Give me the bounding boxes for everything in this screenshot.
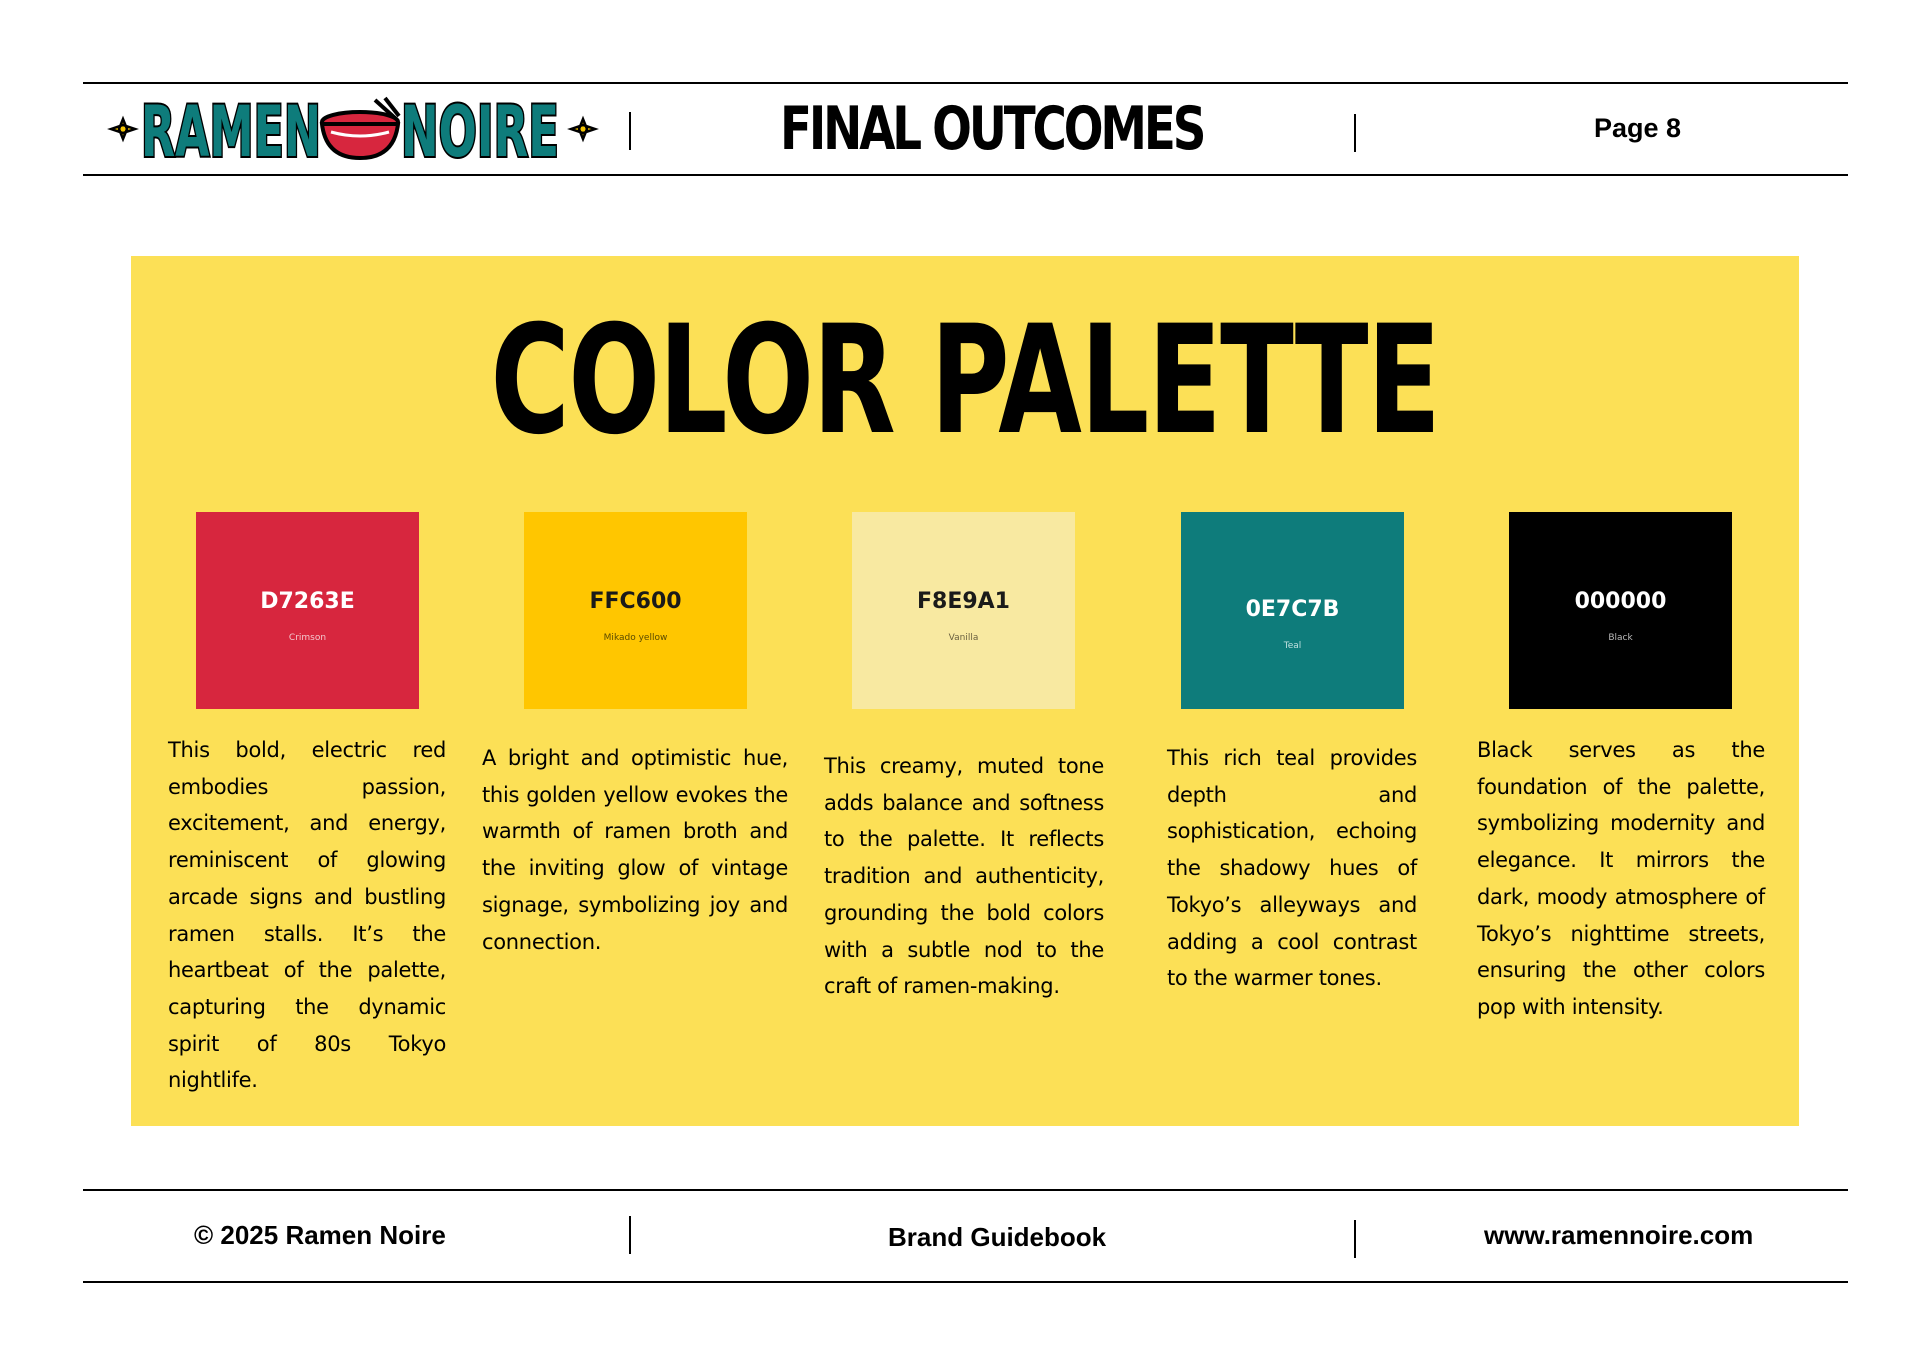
brand-logo [105, 91, 595, 173]
footer-top-rule [83, 1189, 1848, 1191]
swatch-mikado-yellow [524, 512, 747, 709]
swatch-hex: F8E9A1 [916, 589, 1010, 614]
swatch-crimson [196, 512, 419, 709]
footer-divider [629, 1216, 631, 1254]
page-number: Page 8 [1594, 113, 1682, 143]
swatch-hex: D7263E [260, 589, 355, 614]
swatch-hex: FFC600 [589, 589, 682, 614]
swatch-name: Vanilla [948, 633, 979, 643]
footer-website-link[interactable]: www.ramennoire.com [1484, 1220, 1754, 1250]
logo-text-left: RAMEN [141, 91, 321, 173]
swatch-description: This creamy, muted tone adds balance and softness to the palette. It reflects tradition and authenticity, grounding the bold colors with a subtle nod to the craft of ramen-making. [824, 754, 1104, 999]
swatch-description: A bright and optimistic hue, this golden yellow evokes the warmth of ramen broth and the inviting glow of vintage signage, symbolizing joy and connection. [482, 746, 788, 954]
footer-copyright: © 2025 Ramen Noire [194, 1220, 446, 1250]
footer-divider [1354, 1220, 1356, 1258]
color-palette-panel [131, 256, 1799, 1126]
footer-bottom-rule [83, 1281, 1848, 1283]
swatch-teal [1181, 512, 1404, 709]
header-top-rule [83, 82, 1848, 84]
page-title: FINAL OUTCOMES [780, 94, 1204, 164]
swatch-description: This bold, electric red embodies passion, excitement, and energy, reminiscent of glowing arcade signs and bustling ramen stalls. It’s the heartbeat of the palette, capturing the dynamic spirit of 80s Tokyo nightlife. [168, 738, 446, 1093]
swatch-description: Black serves as the foundation of the palette, symbolizing modernity and elegance. It mirrors the dark, moody atmosphere of Tokyo’s nighttime streets, ensuring the other colors pop with intensity. [1477, 738, 1765, 1019]
swatch-hex: 0E7C7B [1245, 597, 1340, 622]
swatch-black [1509, 512, 1732, 709]
swatch-name: Black [1608, 633, 1633, 643]
swatch-name: Mikado yellow [603, 633, 668, 643]
header-divider [629, 112, 631, 150]
sparkle-icon [111, 119, 135, 139]
logo-text-right: NOIRE [401, 91, 559, 173]
swatch-vanilla [852, 512, 1075, 709]
section-title: COLOR PALETTE [490, 294, 1440, 468]
sparkle-icon [571, 119, 595, 139]
ramen-bowl-icon [322, 98, 399, 158]
header-bottom-rule [83, 174, 1848, 176]
swatch-name: Teal [1283, 641, 1302, 651]
header-divider [1354, 114, 1356, 152]
footer-center-label: Brand Guidebook [888, 1222, 1107, 1252]
swatch-description: This rich teal provides depth and sophistication, echoing the shadowy hues of Tokyo’s alleyways and adding a cool contrast to the warmer tones. [1167, 746, 1417, 991]
swatch-name: Crimson [288, 633, 327, 643]
swatch-hex: 000000 [1574, 589, 1667, 614]
